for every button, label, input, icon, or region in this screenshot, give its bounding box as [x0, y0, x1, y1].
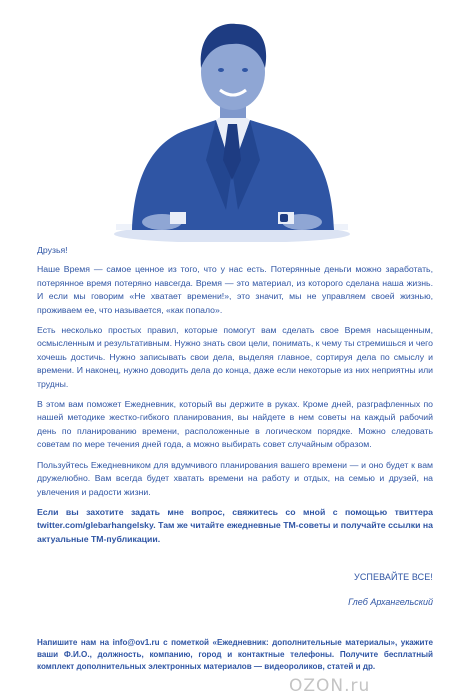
- letter-paragraph-2: Есть несколько простых правил, которые помогут вам сделать свое Время насыщенным, осмысленным и результативным. Нужно знать свои цели, понимать, к чему ты стремишься и чего хочешь достичь. Нужно записывать свои дела, выделяя главное, сортируя дела по смыслу и времени. И наконец, нужно доводить дела до конца, даже если некоторые из них неприятны или трудны.: [37, 325, 433, 389]
- letter-paragraph-3: В этом вам поможет Ежедневник, который вы держите в руках. Кроме дней, разграфленных по нашей методике жестко-гибкого планирования, вы найдете в нем советы на каждый рабочий день по планированию времени, расположенные в логическом порядке. Можно следовать советам по мере течения дней года, а можно выбирать совет случайным образом.: [37, 399, 433, 450]
- letter-greeting: Друзья!: [37, 245, 68, 255]
- letter-body: [37, 244, 433, 553]
- watermark-logo: OZON.ru: [289, 676, 371, 696]
- letter-paragraph-4: Пользуйтесь Ежедневником для вдумчивого планирования вашего времени — и оно будет к вам дружелюбно. Вам всегда будет хватать времени на работу и отдых, на семью и друзей, на увлечения и радости жизни.: [37, 459, 433, 497]
- footer-note: Напишите нам на info@ov1.ru с пометкой «Ежедневник: дополнительные материалы», укажите ваши Ф.И.О., должность, компанию, город и контактные телефоны. Получите бесплатный комплект дополнительных электронных материалов — видеороликов, статей и др.: [37, 638, 433, 672]
- closing-slogan: УСПЕВАЙТЕ ВСЕ!: [354, 572, 433, 582]
- letter-paragraph-1: Наше Время — самое ценное из того, что у нас есть. Потерянные деньги можно заработать, потерянное время потеряно навсегда. Время — это материал, из которого сделана наша жизнь. И если мы говорим «Не хватает времени!», это значит, мы не управляем своей жизнью, проживаем ее, что называется, «как попало».: [37, 264, 433, 315]
- contact-paragraph: Если вы захотите задать мне вопрос, свяжитесь со мной с помощью твиттера twitter.com/glebarhangelsky. Там же читайте ежедневные ТМ-советы и получайте ссылки на актуальные ТМ-публикации.: [37, 506, 433, 544]
- man-portrait-illustration: [110, 10, 355, 242]
- author-signature: Глеб Архангельский: [348, 597, 433, 607]
